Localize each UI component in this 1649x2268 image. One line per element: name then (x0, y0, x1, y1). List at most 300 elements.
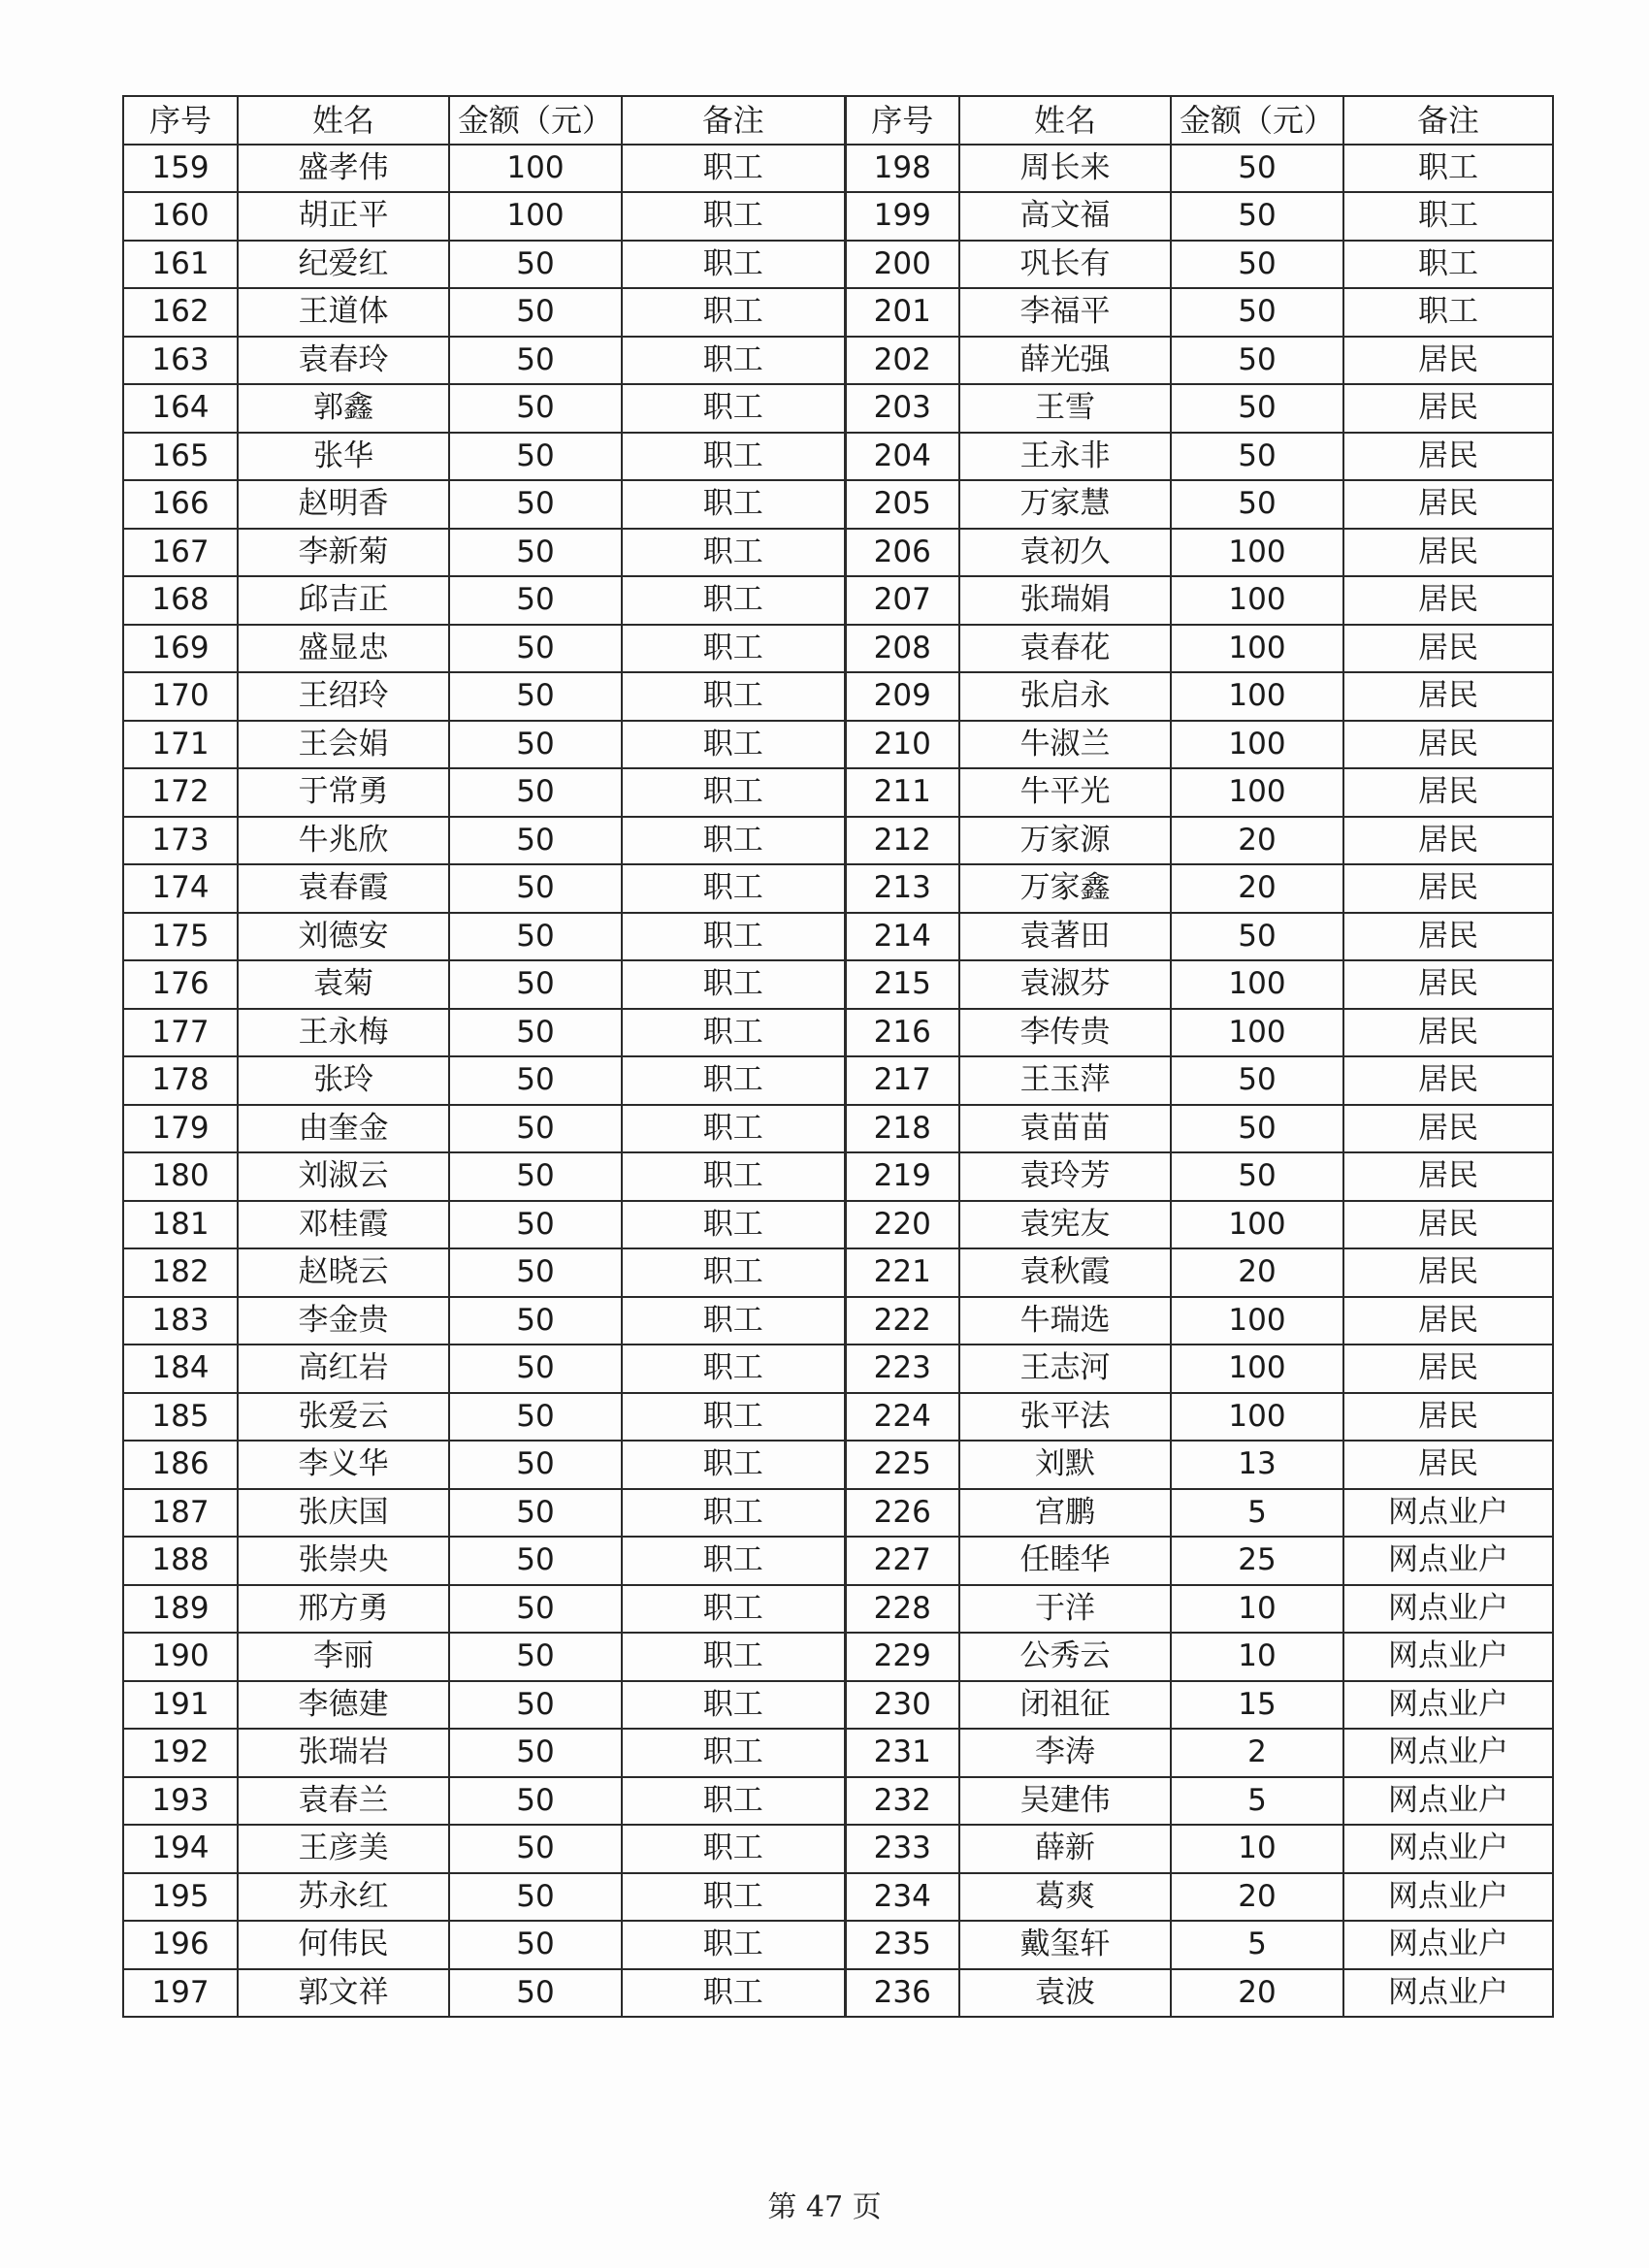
cell-serial-number: 217 (845, 1056, 959, 1105)
cell-name: 李义华 (238, 1441, 449, 1489)
cell-serial-number: 210 (845, 721, 959, 769)
cell-amount: 50 (449, 1489, 622, 1538)
cell-serial-number: 203 (845, 384, 959, 433)
cell-serial-number: 211 (845, 768, 959, 817)
cell-remark: 职工 (622, 1777, 845, 1826)
cell-serial-number: 183 (123, 1297, 238, 1345)
table-row (123, 1009, 1553, 1057)
table-row (123, 1152, 1553, 1201)
cell-amount: 5 (1171, 1489, 1343, 1538)
cell-name: 万家源 (959, 817, 1171, 865)
cell-amount: 50 (449, 864, 622, 913)
cell-remark: 居民 (1343, 864, 1553, 913)
cell-serial-number: 214 (845, 913, 959, 961)
cell-amount: 50 (449, 1633, 622, 1681)
cell-amount: 100 (1171, 721, 1343, 769)
cell-amount: 50 (1171, 145, 1343, 193)
cell-serial-number: 225 (845, 1441, 959, 1489)
cell-serial-number: 164 (123, 384, 238, 433)
cell-serial-number: 202 (845, 337, 959, 385)
table-row (123, 1681, 1553, 1730)
header-remark-right: 备注 (1343, 96, 1553, 145)
cell-name: 刘淑云 (238, 1152, 449, 1201)
cell-remark: 居民 (1343, 1056, 1553, 1105)
cell-serial-number: 184 (123, 1345, 238, 1393)
table-row (123, 1825, 1553, 1873)
cell-amount: 50 (449, 817, 622, 865)
cell-serial-number: 218 (845, 1105, 959, 1153)
cell-serial-number: 204 (845, 433, 959, 481)
cell-remark: 职工 (622, 625, 845, 673)
cell-serial-number: 226 (845, 1489, 959, 1538)
cell-remark: 职工 (622, 1729, 845, 1777)
cell-serial-number: 219 (845, 1152, 959, 1201)
table-row (123, 1248, 1553, 1297)
cell-name: 袁初久 (959, 529, 1171, 577)
page-number: 第 47 页 (767, 2190, 882, 2224)
cell-name: 万家慧 (959, 480, 1171, 529)
table-row (123, 768, 1553, 817)
cell-serial-number: 185 (123, 1393, 238, 1442)
cell-amount: 50 (1171, 1105, 1343, 1153)
cell-remark: 职工 (622, 864, 845, 913)
cell-serial-number: 236 (845, 1969, 959, 2018)
table-row (123, 672, 1553, 721)
cell-remark: 网点业户 (1343, 1489, 1553, 1538)
cell-amount: 25 (1171, 1537, 1343, 1585)
table-row (123, 1297, 1553, 1345)
cell-serial-number: 206 (845, 529, 959, 577)
cell-remark: 职工 (622, 960, 845, 1009)
cell-name: 葛爽 (959, 1873, 1171, 1922)
cell-serial-number: 194 (123, 1825, 238, 1873)
cell-name: 薛光强 (959, 337, 1171, 385)
cell-serial-number: 193 (123, 1777, 238, 1826)
cell-serial-number: 186 (123, 1441, 238, 1489)
cell-remark: 网点业户 (1343, 1729, 1553, 1777)
cell-remark: 职工 (1343, 288, 1553, 337)
cell-amount: 50 (449, 1585, 622, 1634)
cell-amount: 50 (1171, 384, 1343, 433)
cell-name: 邓桂霞 (238, 1201, 449, 1249)
cell-amount: 100 (1171, 1009, 1343, 1057)
cell-name: 赵明香 (238, 480, 449, 529)
cell-name: 袁淑芬 (959, 960, 1171, 1009)
cell-amount: 2 (1171, 1729, 1343, 1777)
cell-remark: 职工 (622, 768, 845, 817)
cell-name: 张华 (238, 433, 449, 481)
cell-amount: 50 (1171, 288, 1343, 337)
cell-remark: 职工 (622, 576, 845, 625)
cell-remark: 职工 (622, 1009, 845, 1057)
cell-amount: 50 (449, 337, 622, 385)
cell-amount: 50 (449, 721, 622, 769)
cell-name: 苏永红 (238, 1873, 449, 1922)
cell-amount: 100 (1171, 672, 1343, 721)
cell-serial-number: 159 (123, 145, 238, 193)
cell-serial-number: 235 (845, 1921, 959, 1969)
cell-serial-number: 213 (845, 864, 959, 913)
table-row (123, 384, 1553, 433)
cell-serial-number: 161 (123, 241, 238, 289)
cell-amount: 50 (1171, 1056, 1343, 1105)
cell-amount: 50 (449, 1009, 622, 1057)
table-row (123, 721, 1553, 769)
cell-name: 李丽 (238, 1633, 449, 1681)
cell-serial-number: 165 (123, 433, 238, 481)
cell-amount: 100 (449, 192, 622, 241)
cell-remark: 职工 (622, 192, 845, 241)
cell-remark: 居民 (1343, 384, 1553, 433)
cell-serial-number: 177 (123, 1009, 238, 1057)
cell-name: 张玲 (238, 1056, 449, 1105)
table-row (123, 1393, 1553, 1442)
cell-remark: 职工 (622, 1297, 845, 1345)
cell-amount: 50 (449, 913, 622, 961)
cell-serial-number: 230 (845, 1681, 959, 1730)
cell-serial-number: 190 (123, 1633, 238, 1681)
cell-name: 牛平光 (959, 768, 1171, 817)
cell-remark: 职工 (622, 1056, 845, 1105)
cell-name: 袁菊 (238, 960, 449, 1009)
cell-remark: 职工 (622, 1201, 845, 1249)
cell-remark: 职工 (622, 721, 845, 769)
table-row (123, 1489, 1553, 1538)
table-row (123, 817, 1553, 865)
cell-name: 牛瑞选 (959, 1297, 1171, 1345)
cell-serial-number: 216 (845, 1009, 959, 1057)
cell-serial-number: 209 (845, 672, 959, 721)
cell-remark: 网点业户 (1343, 1921, 1553, 1969)
cell-serial-number: 196 (123, 1921, 238, 1969)
cell-serial-number: 232 (845, 1777, 959, 1826)
cell-remark: 职工 (1343, 241, 1553, 289)
cell-amount: 50 (449, 1969, 622, 2018)
cell-name: 李涛 (959, 1729, 1171, 1777)
cell-amount: 50 (449, 1345, 622, 1393)
cell-remark: 职工 (622, 1152, 845, 1201)
table-row (123, 1729, 1553, 1777)
table-row (123, 145, 1553, 193)
cell-remark: 职工 (622, 480, 845, 529)
cell-serial-number: 198 (845, 145, 959, 193)
cell-name: 张崇央 (238, 1537, 449, 1585)
cell-amount: 50 (449, 1537, 622, 1585)
cell-serial-number: 172 (123, 768, 238, 817)
table-row (123, 1873, 1553, 1922)
cell-name: 闭祖征 (959, 1681, 1171, 1730)
cell-serial-number: 223 (845, 1345, 959, 1393)
cell-amount: 50 (1171, 192, 1343, 241)
table-row (123, 1537, 1553, 1585)
cell-amount: 50 (449, 1056, 622, 1105)
header-name-left: 姓名 (238, 96, 449, 145)
cell-name: 王玉萍 (959, 1056, 1171, 1105)
cell-amount: 10 (1171, 1633, 1343, 1681)
cell-serial-number: 170 (123, 672, 238, 721)
cell-serial-number: 182 (123, 1248, 238, 1297)
cell-serial-number: 162 (123, 288, 238, 337)
table-row (123, 529, 1553, 577)
cell-amount: 50 (449, 625, 622, 673)
cell-amount: 50 (449, 1297, 622, 1345)
cell-remark: 职工 (622, 433, 845, 481)
cell-serial-number: 181 (123, 1201, 238, 1249)
cell-remark: 居民 (1343, 1009, 1553, 1057)
cell-amount: 50 (1171, 913, 1343, 961)
cell-serial-number: 195 (123, 1873, 238, 1922)
cell-serial-number: 221 (845, 1248, 959, 1297)
table-row (123, 433, 1553, 481)
cell-amount: 20 (1171, 817, 1343, 865)
cell-amount: 50 (449, 1248, 622, 1297)
cell-remark: 职工 (1343, 145, 1553, 193)
table-row (123, 913, 1553, 961)
cell-amount: 100 (1171, 768, 1343, 817)
cell-name: 牛淑兰 (959, 721, 1171, 769)
cell-name: 李福平 (959, 288, 1171, 337)
cell-amount: 50 (449, 1729, 622, 1777)
cell-remark: 网点业户 (1343, 1681, 1553, 1730)
cell-serial-number: 227 (845, 1537, 959, 1585)
cell-name: 袁春花 (959, 625, 1171, 673)
cell-serial-number: 201 (845, 288, 959, 337)
cell-amount: 50 (449, 1393, 622, 1442)
table-row (123, 576, 1553, 625)
cell-remark: 居民 (1343, 433, 1553, 481)
cell-remark: 居民 (1343, 1297, 1553, 1345)
cell-name: 薛新 (959, 1825, 1171, 1873)
cell-name: 李新菊 (238, 529, 449, 577)
cell-serial-number: 160 (123, 192, 238, 241)
cell-serial-number: 188 (123, 1537, 238, 1585)
cell-remark: 职工 (622, 1825, 845, 1873)
cell-remark: 居民 (1343, 768, 1553, 817)
cell-name: 王永梅 (238, 1009, 449, 1057)
cell-remark: 网点业户 (1343, 1969, 1553, 2018)
cell-remark: 职工 (622, 241, 845, 289)
cell-name: 宫鹏 (959, 1489, 1171, 1538)
header-amount-right: 金额（元） (1171, 96, 1343, 145)
cell-remark: 居民 (1343, 625, 1553, 673)
cell-name: 张启永 (959, 672, 1171, 721)
cell-remark: 职工 (622, 1681, 845, 1730)
table-row (123, 1585, 1553, 1634)
cell-amount: 20 (1171, 1873, 1343, 1922)
cell-remark: 网点业户 (1343, 1537, 1553, 1585)
cell-remark: 居民 (1343, 721, 1553, 769)
cell-amount: 50 (449, 1441, 622, 1489)
cell-name: 万家鑫 (959, 864, 1171, 913)
cell-name: 邱吉正 (238, 576, 449, 625)
table-row (123, 1441, 1553, 1489)
cell-amount: 50 (449, 480, 622, 529)
header-remark-left: 备注 (622, 96, 845, 145)
cell-name: 王道体 (238, 288, 449, 337)
cell-amount: 100 (1171, 1297, 1343, 1345)
cell-name: 刘德安 (238, 913, 449, 961)
cell-serial-number: 233 (845, 1825, 959, 1873)
cell-amount: 100 (1171, 1201, 1343, 1249)
cell-serial-number: 220 (845, 1201, 959, 1249)
cell-serial-number: 168 (123, 576, 238, 625)
cell-remark: 职工 (622, 672, 845, 721)
cell-serial-number: 231 (845, 1729, 959, 1777)
cell-serial-number: 163 (123, 337, 238, 385)
cell-remark: 职工 (622, 1345, 845, 1393)
donation-table (122, 95, 1554, 2018)
cell-name: 王会娟 (238, 721, 449, 769)
cell-amount: 50 (449, 1873, 622, 1922)
table-body (123, 145, 1553, 2018)
cell-name: 袁春兰 (238, 1777, 449, 1826)
cell-amount: 50 (1171, 337, 1343, 385)
cell-serial-number: 234 (845, 1873, 959, 1922)
header-amount-left: 金额（元） (449, 96, 622, 145)
cell-remark: 居民 (1343, 576, 1553, 625)
cell-name: 张瑞岩 (238, 1729, 449, 1777)
cell-remark: 职工 (622, 145, 845, 193)
cell-name: 张爱云 (238, 1393, 449, 1442)
cell-remark: 职工 (622, 1585, 845, 1634)
cell-serial-number: 207 (845, 576, 959, 625)
table-row (123, 241, 1553, 289)
table-row (123, 1201, 1553, 1249)
cell-remark: 居民 (1343, 529, 1553, 577)
cell-name: 袁宪友 (959, 1201, 1171, 1249)
cell-name: 周长来 (959, 145, 1171, 193)
cell-remark: 居民 (1343, 1441, 1553, 1489)
cell-serial-number: 174 (123, 864, 238, 913)
cell-serial-number: 169 (123, 625, 238, 673)
cell-amount: 50 (449, 433, 622, 481)
cell-remark: 职工 (622, 1105, 845, 1153)
cell-name: 纪爱红 (238, 241, 449, 289)
cell-serial-number: 189 (123, 1585, 238, 1634)
cell-serial-number: 208 (845, 625, 959, 673)
cell-amount: 13 (1171, 1441, 1343, 1489)
cell-name: 高红岩 (238, 1345, 449, 1393)
cell-amount: 100 (1171, 1393, 1343, 1442)
cell-name: 任睦华 (959, 1537, 1171, 1585)
cell-amount: 50 (449, 1201, 622, 1249)
table-row (123, 1921, 1553, 1969)
table-row (123, 1056, 1553, 1105)
cell-remark: 职工 (1343, 192, 1553, 241)
table-row (123, 1777, 1553, 1826)
table-row (123, 337, 1553, 385)
cell-remark: 居民 (1343, 1393, 1553, 1442)
cell-name: 于常勇 (238, 768, 449, 817)
table-row (123, 1633, 1553, 1681)
cell-name: 于洋 (959, 1585, 1171, 1634)
cell-remark: 居民 (1343, 817, 1553, 865)
header-name-right: 姓名 (959, 96, 1171, 145)
cell-name: 刘默 (959, 1441, 1171, 1489)
cell-amount: 100 (1171, 576, 1343, 625)
cell-amount: 10 (1171, 1825, 1343, 1873)
cell-amount: 50 (449, 241, 622, 289)
cell-serial-number: 229 (845, 1633, 959, 1681)
cell-remark: 网点业户 (1343, 1633, 1553, 1681)
cell-name: 袁苗苗 (959, 1105, 1171, 1153)
cell-name: 高文福 (959, 192, 1171, 241)
table-row (123, 625, 1553, 673)
cell-amount: 20 (1171, 1248, 1343, 1297)
cell-name: 王彦美 (238, 1825, 449, 1873)
cell-amount: 50 (449, 1825, 622, 1873)
cell-serial-number: 215 (845, 960, 959, 1009)
cell-name: 李传贵 (959, 1009, 1171, 1057)
cell-remark: 网点业户 (1343, 1777, 1553, 1826)
cell-remark: 职工 (622, 1873, 845, 1922)
cell-name: 何伟民 (238, 1921, 449, 1969)
cell-serial-number: 212 (845, 817, 959, 865)
cell-name: 赵晓云 (238, 1248, 449, 1297)
cell-remark: 职工 (622, 1969, 845, 2018)
cell-serial-number: 179 (123, 1105, 238, 1153)
table-row (123, 864, 1553, 913)
cell-remark: 居民 (1343, 337, 1553, 385)
cell-amount: 50 (449, 768, 622, 817)
table-row (123, 960, 1553, 1009)
cell-serial-number: 224 (845, 1393, 959, 1442)
cell-remark: 居民 (1343, 672, 1553, 721)
cell-serial-number: 173 (123, 817, 238, 865)
cell-serial-number: 191 (123, 1681, 238, 1730)
cell-remark: 职工 (622, 384, 845, 433)
cell-amount: 100 (1171, 1345, 1343, 1393)
cell-name: 袁秋霞 (959, 1248, 1171, 1297)
cell-serial-number: 187 (123, 1489, 238, 1538)
cell-amount: 50 (449, 960, 622, 1009)
cell-amount: 100 (1171, 960, 1343, 1009)
cell-name: 巩长有 (959, 241, 1171, 289)
cell-remark: 网点业户 (1343, 1585, 1553, 1634)
cell-name: 盛孝伟 (238, 145, 449, 193)
cell-name: 盛显忠 (238, 625, 449, 673)
table-row (123, 1969, 1553, 2018)
cell-name: 王雪 (959, 384, 1171, 433)
cell-serial-number: 200 (845, 241, 959, 289)
cell-serial-number: 199 (845, 192, 959, 241)
cell-remark: 居民 (1343, 480, 1553, 529)
table-header-row (123, 96, 1553, 145)
table-row (123, 480, 1553, 529)
cell-amount: 50 (449, 529, 622, 577)
cell-serial-number: 197 (123, 1969, 238, 2018)
header-serial-number-right: 序号 (845, 96, 959, 145)
cell-name: 张瑞娟 (959, 576, 1171, 625)
cell-serial-number: 222 (845, 1297, 959, 1345)
cell-remark: 居民 (1343, 1201, 1553, 1249)
cell-amount: 50 (1171, 1152, 1343, 1201)
cell-amount: 50 (449, 384, 622, 433)
cell-name: 袁春霞 (238, 864, 449, 913)
cell-name: 袁玲芳 (959, 1152, 1171, 1201)
cell-name: 邢方勇 (238, 1585, 449, 1634)
cell-name: 王永非 (959, 433, 1171, 481)
cell-name: 李金贵 (238, 1297, 449, 1345)
cell-name: 张平法 (959, 1393, 1171, 1442)
cell-serial-number: 166 (123, 480, 238, 529)
cell-amount: 15 (1171, 1681, 1343, 1730)
cell-remark: 网点业户 (1343, 1873, 1553, 1922)
cell-remark: 居民 (1343, 1248, 1553, 1297)
cell-remark: 职工 (622, 817, 845, 865)
cell-serial-number: 176 (123, 960, 238, 1009)
cell-serial-number: 171 (123, 721, 238, 769)
